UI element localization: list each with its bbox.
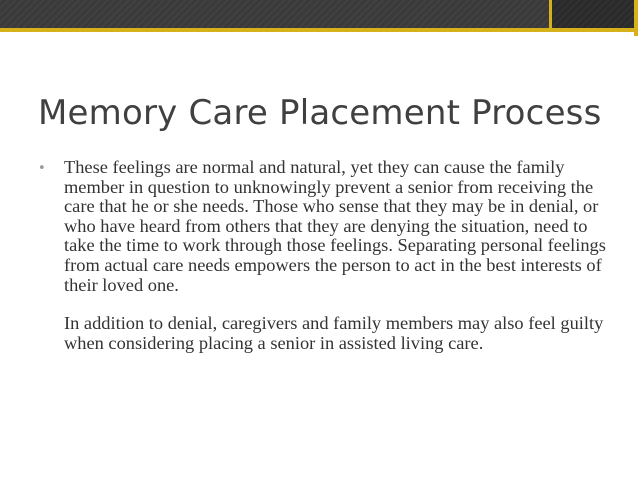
header-corner-divider [549, 0, 552, 32]
header-corner-tab [550, 0, 638, 28]
bullet-icon: • [38, 161, 46, 176]
paragraph-1: These feelings are normal and natural, yet they can cause the family member in question to unknowingly prevent a senior from receiving the care that he or she needs. Those who sense that they may be in denial, or who have heard from others that they are denying the situation, need to take the time to work through those feelings. Separating personal feelings from actual care needs empowers the person to act in the best interests of their loved one. [64, 157, 606, 295]
slide-title: Memory Care Placement Process [38, 93, 602, 133]
bullet-text [64, 158, 610, 353]
header-bar [0, 0, 638, 28]
bullet-item [38, 158, 610, 353]
slide-body [38, 158, 610, 353]
header-accent-line [0, 28, 638, 32]
paragraph-2: In addition to denial, caregivers and family members may also feel guilty when considering placing a senior in assisted living care. [64, 313, 604, 353]
header-corner-strip [634, 0, 638, 36]
